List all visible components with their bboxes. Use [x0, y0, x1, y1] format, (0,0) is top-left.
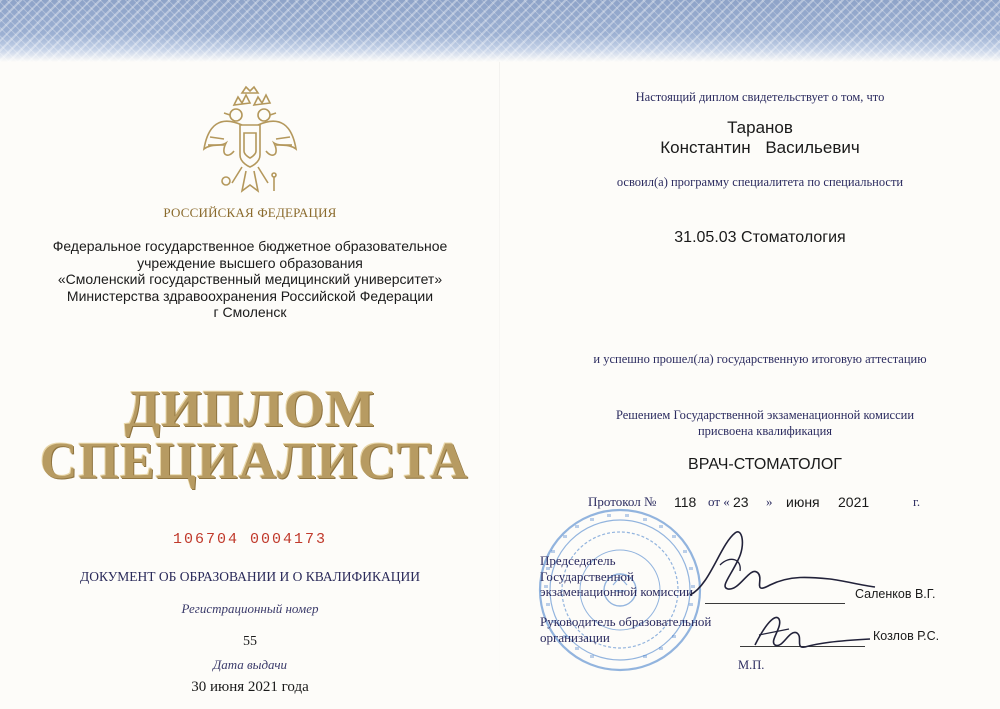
chair-label-line: экзаменационной комиссии: [540, 584, 693, 599]
protocol-label: Протокол №: [588, 494, 657, 509]
institution-line: г Смоленск: [213, 304, 287, 320]
commission-chair-name: Саленков В.Г.: [855, 587, 936, 601]
protocol-from-label: от «: [708, 494, 730, 509]
registration-number: 55: [243, 634, 257, 649]
specialty: 31.05.03 Стоматология: [674, 229, 846, 246]
decision-line: присвоена квалификация: [697, 424, 833, 438]
protocol-year: 2021: [838, 494, 870, 510]
registration-number-label: Регистрационный номер: [181, 601, 319, 616]
commission-decision-text: [555, 407, 975, 439]
security-band: [0, 0, 1000, 62]
institution-name: [40, 238, 460, 321]
head-label-line: Руководитель образовательной: [540, 614, 712, 629]
chair-signature-icon: [680, 525, 880, 615]
protocol-close-quote: »: [766, 494, 773, 509]
program-mastered-text: освоил(а) программу специалитета по специальности: [616, 175, 904, 189]
chair-label-line: Председатель: [540, 553, 616, 568]
serial-number: 106704 0004173: [172, 531, 328, 548]
certification-passed-text: и успешно прошел(ла) государственную итоговую аттестацию: [593, 352, 927, 366]
institution-line: Федеральное государственное бюджетное образовательное: [52, 238, 448, 254]
organization-head-name: Козлов Р.С.: [873, 629, 940, 643]
coat-of-arms-icon: [190, 85, 310, 205]
document-type: ДОКУМЕНТ ОБ ОБРАЗОВАНИИ И О КВАЛИФИКАЦИИ: [80, 569, 420, 584]
protocol-year-suffix: г.: [913, 494, 921, 509]
chair-label-line: Государственной: [540, 568, 635, 584]
certifies-text: Настоящий диплом свидетельствует о том, что: [635, 90, 885, 104]
qualification: ВРАЧ-СТОМАТОЛОГ: [688, 456, 842, 473]
center-fold: [499, 62, 500, 709]
protocol-month: июня: [786, 494, 820, 510]
diploma-title-line1: ДИПЛОМ: [124, 381, 376, 438]
head-signature-icon: [745, 605, 875, 660]
institution-line: «Смоленский государственный медицинский университет»: [57, 271, 443, 287]
protocol-number: 118: [674, 494, 697, 510]
issue-date: 30 июня 2021 года: [191, 679, 309, 695]
diploma-title-line2: СПЕЦИАЛИСТА: [40, 433, 469, 490]
organization-head-label: [540, 614, 760, 645]
protocol-day: 23: [733, 494, 749, 510]
decision-line: Решением Государственной экзаменационной комиссии: [615, 408, 915, 422]
country-name: РОССИЙСКАЯ ФЕДЕРАЦИЯ: [163, 205, 337, 220]
graduate-surname: Таранов: [727, 118, 793, 137]
issue-date-label: Дата выдачи: [212, 657, 288, 672]
institution-line: учреждение высшего образования: [137, 254, 363, 271]
seal-place-label: М.П.: [738, 658, 765, 672]
head-label-line: организации: [540, 629, 610, 645]
institution-line: Министерства здравоохранения Российской Федерации: [66, 287, 434, 304]
graduate-given-names: Константин Васильевич: [660, 138, 860, 157]
